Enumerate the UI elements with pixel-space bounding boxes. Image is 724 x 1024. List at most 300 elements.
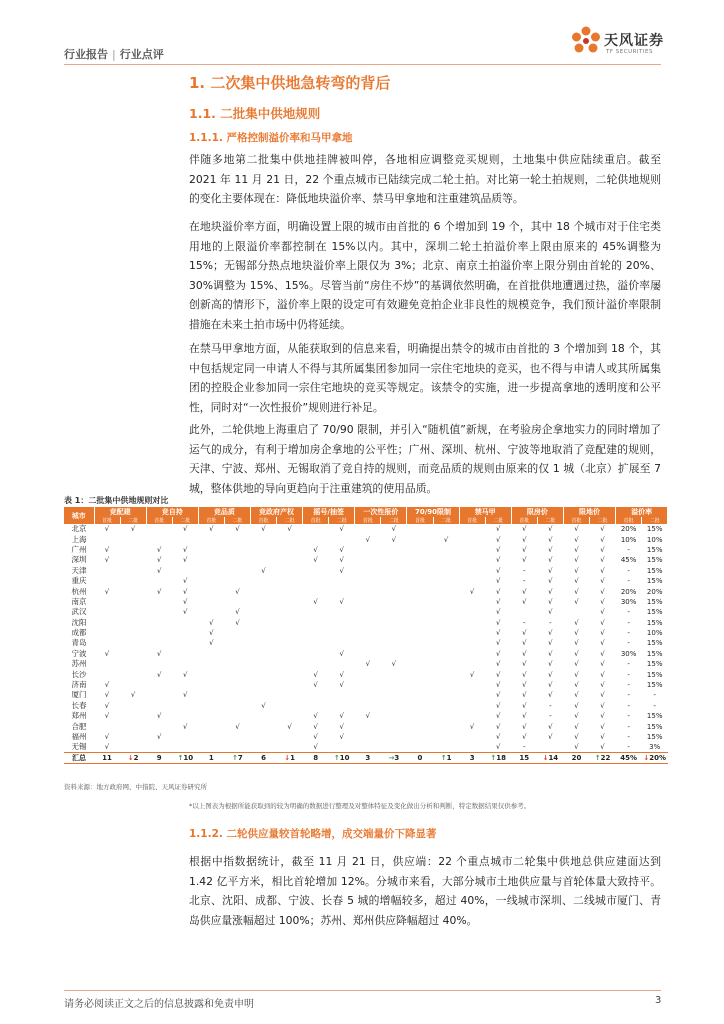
rule-cell [198,711,224,721]
rule-cell [277,742,303,753]
rule-cell [277,607,303,617]
total-value: 1 [290,754,295,763]
rule-cell: √ [339,722,344,731]
city-column-header: 城市 [64,507,94,524]
rule-cell [277,690,303,700]
rule-cell: √ [235,587,240,596]
rule-cell [407,649,433,659]
rule-cell: √ [548,733,553,741]
rule-cell [198,742,224,753]
rule-cell [407,680,433,690]
rule-cell: √ [574,733,579,741]
rule-cell [433,566,459,576]
rule-cell: √ [130,525,136,534]
rule-cell: √ [183,691,188,700]
rule-cell [224,659,250,669]
rule-cell [355,524,381,534]
table-row [64,576,668,586]
rule-cell: √ [104,743,110,752]
rule-cell: √ [183,587,188,596]
rule-cell: √ [600,743,605,752]
page-number: 3 [655,995,662,1006]
rule-cell [146,701,172,711]
rule-cell: √ [183,722,188,731]
rule-cell [94,638,120,648]
rule-cell [459,701,485,711]
rule-cell: √ [600,639,605,648]
rule-cell [277,534,303,544]
arrow-up-icon: ↑ [333,754,340,763]
rule-cell: √ [469,670,475,679]
rule-cell [303,566,329,576]
total-cell [563,753,589,764]
rule-cell [250,607,276,617]
rule-cell: √ [391,660,397,669]
rule-cell [120,649,146,659]
rule-cell: √ [522,733,527,741]
rule-cell: - [523,743,526,752]
rule-cell: √ [313,712,318,721]
subsubsection-heading: 1.1.1. 严格控制溢价率和马甲拿地 [189,132,353,144]
table-note: *以上图表为根据所能获取到的较为明确的数据进行整理及对整体特征及变化做出分析和判断，特定数据结果仅供参考。 [189,802,531,810]
rule-cell: √ [391,525,397,534]
rule-cell: √ [156,556,162,565]
rule-cell [224,742,250,753]
rule-cell: √ [104,681,110,690]
rule-cell [407,545,433,555]
arrow-down-icon: ↓ [284,754,291,763]
city-cell: 南京 [71,596,87,606]
rule-cell: 20% [620,587,637,596]
total-value: 3 [469,754,475,763]
rule-cell: √ [548,649,553,658]
rule-cell [224,649,250,659]
rule-cell: - [627,577,630,586]
rule-cell [433,690,459,700]
rule-cell: - [627,566,630,575]
rule-cell: √ [495,722,501,731]
brand-name: 天风证券 [604,33,664,49]
total-cell [642,753,668,764]
rule-cell: √ [104,733,110,741]
rule-cell [433,618,459,628]
rule-cell: √ [548,587,553,596]
rule-cell [381,576,407,586]
rule-cell [381,597,407,607]
rule-cell: √ [104,587,110,596]
rule-cell [94,628,120,638]
total-cell [459,753,485,764]
rule-cell [172,732,198,742]
rule-cell: - [627,670,630,679]
city-cell: 苏州 [71,659,87,669]
rule-cell: √ [574,629,579,638]
rule-cell: √ [469,722,475,731]
table-row [64,669,668,679]
rule-cell [433,555,459,565]
city-cell: 郑州 [71,711,87,721]
rule-cell: √ [495,649,501,658]
rule-cell [329,576,355,586]
table-title: 表 1：二批集中供地规则对比 [64,496,169,505]
rule-cell: √ [339,649,344,658]
rule-cell [381,690,407,700]
rule-cell [433,628,459,638]
rule-cell: √ [130,691,136,700]
rule-cell: √ [495,545,501,554]
rule-cell: √ [522,525,527,534]
rule-cell: 3% [649,743,661,752]
rule-cell [329,638,355,648]
rule-cell [381,742,407,753]
rule-cell: 15% [646,597,663,606]
section-heading: 1. 二次集中供地急转弯的背后 [189,74,391,92]
rule-cell [459,680,485,690]
rule-cell: 15% [646,681,663,690]
rule-cell [120,742,146,753]
total-value: 10 [339,754,350,763]
batch-subheader: 首批 [407,517,433,524]
report-type: 行业报告 [64,48,108,61]
total-cell [537,753,563,764]
total-cell [146,753,172,764]
rule-cell: √ [522,639,527,648]
batch-subheader: 二批 [224,517,250,524]
rule-cell [433,701,459,711]
rule-cell: √ [183,670,188,679]
rule-cell [250,534,276,544]
rule-cell: 45% [620,556,637,565]
total-value: 20 [571,754,582,763]
table-row [64,690,668,700]
rule-cell: - [627,712,630,721]
rule-cell [172,618,198,628]
rule-cell: √ [574,712,579,721]
rule-cell [224,680,250,690]
rule-cell [224,566,250,576]
rule-cell: √ [156,712,162,721]
rule-cell [146,628,172,638]
rule-cell: √ [600,577,605,586]
rule-cell [381,638,407,648]
total-value: 1 [208,754,214,763]
rule-cell [459,545,485,555]
group-header: 摇号/抽签 [303,507,355,517]
footer-divider [64,990,661,991]
total-value: 3 [365,754,371,763]
rule-cell: - [627,639,630,648]
rule-cell: √ [495,587,501,596]
rule-cell [407,742,433,753]
rule-cell [277,566,303,576]
rule-cell [407,732,433,742]
rule-cell: √ [156,649,162,658]
rule-cell [381,649,407,659]
rule-cell: - [523,577,526,586]
rule-cell: √ [548,545,553,554]
rule-cell: √ [339,733,344,741]
rule-cell: √ [183,608,188,617]
rule-cell [459,597,485,607]
rule-cell: √ [574,639,579,648]
rule-cell: 10% [646,629,663,638]
rule-cell [537,742,563,753]
rule-cell [120,534,146,544]
rule-cell [172,628,198,638]
rule-cell [407,669,433,679]
rule-cell: 15% [646,545,663,554]
rule-cell [329,607,355,617]
total-value: 11 [102,754,112,763]
batch-subheader: 二批 [433,517,459,524]
arrow-up-icon: ↑ [232,754,238,763]
rule-cell [407,659,433,669]
batch-subheader: 二批 [485,517,511,524]
rule-cell [355,607,381,617]
batch-subheader: 首批 [511,517,537,524]
rule-cell [172,649,198,659]
rule-cell [172,534,198,544]
rule-cell: √ [104,525,110,534]
batch-subheader: 二批 [329,517,355,524]
rule-cell [224,701,250,711]
total-cell [407,753,433,764]
rule-cell: √ [574,649,579,658]
rule-cell [277,628,303,638]
rule-cell [172,659,198,669]
rule-cell [277,711,303,721]
rule-cell: √ [209,525,214,534]
rule-cell [303,607,329,617]
rule-cell [433,607,459,617]
batch-subheader: 二批 [537,517,563,524]
rule-cell [303,524,329,534]
rule-cell [407,721,433,731]
rule-cell: √ [235,618,240,627]
rule-cell: √ [183,597,188,606]
rule-cell [198,721,224,731]
batch-subheader: 首批 [250,517,276,524]
rule-cell [303,534,329,544]
rule-cell [94,597,120,607]
rule-cell [250,555,276,565]
rule-cell [355,597,381,607]
header-separator: | [112,48,116,61]
rule-cell [381,669,407,679]
table-row [64,555,668,565]
rule-cell [198,649,224,659]
rule-cell [120,545,146,555]
city-cell: 重庆 [71,576,87,586]
rule-cell [198,586,224,596]
city-cell: 杭州 [71,586,87,596]
arrow-up-icon: ↑ [594,754,601,763]
rule-cell [277,732,303,742]
rule-cell [250,649,276,659]
rule-cell [355,701,381,711]
rule-cell [329,742,355,753]
rule-cell: √ [235,608,240,617]
rule-cell [198,659,224,669]
rule-cell: √ [574,660,579,669]
rule-cell [198,566,224,576]
total-cell [198,753,224,764]
rule-cell: √ [495,639,501,648]
rule-cell [224,628,250,638]
rule-cell [407,638,433,648]
rule-cell: √ [495,629,501,638]
total-cell [616,753,642,764]
rule-cell: √ [600,733,605,741]
table-source: 资料来源：地方政府网、中指院、天风证券研究所 [64,783,207,791]
rule-cell: √ [600,722,605,731]
rule-cell [329,690,355,700]
subsection-heading: 1.1. 二批集中供地规则 [189,106,321,121]
rule-cell [94,669,120,679]
rule-cell: 15% [646,566,663,575]
header-divider [64,64,661,65]
rule-cell [303,690,329,700]
total-value: 14 [548,754,559,763]
rule-cell [224,534,250,544]
total-value: 45% [620,754,637,763]
rule-cell [224,690,250,700]
rule-cell [172,638,198,648]
rule-cell: √ [287,525,292,534]
rule-cell [407,555,433,565]
rule-cell: √ [600,556,605,565]
rule-cell: √ [183,525,188,534]
rule-cell: 15% [646,525,663,534]
rule-cell: - [549,618,552,627]
rule-cell: √ [261,566,266,575]
table-row [64,680,668,690]
rule-cell: √ [574,722,579,731]
rule-cell: - [627,608,630,617]
city-cell: 北京 [71,524,87,534]
rule-cell [381,711,407,721]
rule-cell [355,669,381,679]
rule-cell [120,701,146,711]
rule-cell: √ [495,670,501,679]
rule-cell: √ [574,525,579,534]
rule-cell [407,524,433,534]
paragraph: 根据中指数据统计，截至 11 月 21 日，供应端：22 个重点城市二轮集中供地总供应建面达到 1.42 亿平方米，相比首轮增加 12%。分城市来看，大部分城市土地供应量与首轮体量大致持平。北京、沈阳、成都、宁波、长春 5 城的增幅较多，超过 40%，一线城市深圳、二线城市厦门、青岛供应量涨幅超过 100%；苏州、郑州供应降幅超过 40%。 [189,855,661,927]
total-value: 20% [649,754,667,763]
city-cell: 武汉 [71,607,87,617]
rule-cell [381,566,407,576]
rule-cell: √ [209,639,214,648]
rule-cell [198,690,224,700]
rule-cell: √ [574,545,579,554]
rule-cell: √ [313,743,318,752]
rule-cell: √ [495,597,501,606]
rule-cell [277,638,303,648]
rule-cell: √ [574,743,579,752]
rule-cell: √ [574,681,579,690]
paragraph: 在地块溢价率方面，明确设置上限的城市由首批的 6 个增加到 19 个，其中 18 个城市对于住宅类用地的上限溢价率都控制在 15%以内。其中，深圳二轮土拍溢价率上限由原来的 45%调整为 15%；无锡部分热点地块溢价率上限仅为 3%；北京、南京土拍溢价率上限分别由首轮的 20%、30%调整为 15%、15%。尽管当前“房住不炒”的基调依然明确，在首批供地遭遇过热，溢价率屡创新高的情形下，溢价率上限的设定可有效避免竞拍企业非良性的规模竞争，我们预计溢价率限制措施在未来土拍市场中仍将延续。 [189,220,661,331]
rule-cell: √ [574,556,579,565]
total-value: 22 [600,754,611,763]
group-header: 一次性报价 [355,507,407,517]
rule-cell [224,669,250,679]
rule-cell [355,721,381,731]
rule-cell: √ [209,629,214,638]
rule-cell [224,711,250,721]
rule-cell: √ [548,608,553,617]
total-cell [433,753,459,764]
paragraph: 此外，二轮供地上海重启了 70/90 限制，并引入“随机值”新规，在考验房企拿地实力的同时增加了运气的成分，有利于增加房企拿地的公平性；广州、深圳、杭州、宁波等地取消了竞配建的规则，天津、宁波、郑州、无锡取消了竞自持的规则，而竞品质的规则由原来的仅 1 城（北京）扩展至 7 城，整体供地的导向更趋向于注重建筑的使用品质。 [189,423,661,495]
rule-cell [433,649,459,659]
rule-cell [355,732,381,742]
policy-table [64,507,668,764]
rule-cell: √ [548,535,553,544]
total-value: 7 [237,754,243,763]
rule-cell [120,597,146,607]
batch-subheader: 二批 [642,517,668,524]
rule-cell [381,545,407,555]
rule-cell [146,690,172,700]
group-header: 竞配建 [94,507,146,517]
rule-cell [146,742,172,753]
rule-cell [407,586,433,596]
table-row [64,711,668,721]
table-row [64,628,668,638]
rule-cell [146,576,172,586]
rule-cell [459,742,485,753]
rule-cell: √ [339,525,344,534]
rule-cell: √ [495,681,501,690]
rule-cell: √ [600,597,605,606]
rule-cell: √ [339,712,344,721]
rule-cell: √ [156,566,162,575]
rule-cell: √ [548,691,553,700]
rule-cell [224,555,250,565]
rule-cell [459,659,485,669]
total-cell [590,753,616,764]
table-row [64,534,668,544]
report-subtype: 行业点评 [119,48,164,61]
rule-cell: - [523,566,526,575]
batch-subheader: 二批 [172,517,198,524]
rule-cell: √ [339,681,344,690]
rule-cell [198,680,224,690]
arrow-up-icon: ↑ [177,754,184,763]
rule-cell: √ [600,545,605,554]
batch-subheader: 首批 [355,517,381,524]
rule-cell: √ [313,733,318,741]
rule-cell [120,711,146,721]
rule-cell [146,534,172,544]
batch-subheader: 首批 [146,517,172,524]
rule-cell [224,638,250,648]
city-cell: 广州 [71,544,87,554]
rule-cell: √ [574,618,579,627]
rule-cell: 15% [646,712,663,721]
rule-cell [224,597,250,607]
rule-cell: √ [522,629,527,638]
rule-cell [198,701,224,711]
rule-cell [120,576,146,586]
arrow-down-icon: ↓ [127,754,134,763]
rule-cell: √ [365,535,371,544]
rule-cell [277,659,303,669]
rule-cell [433,732,459,742]
rule-cell [94,618,120,628]
rule-cell [120,566,146,576]
rule-cell [407,701,433,711]
rule-cell [459,638,485,648]
